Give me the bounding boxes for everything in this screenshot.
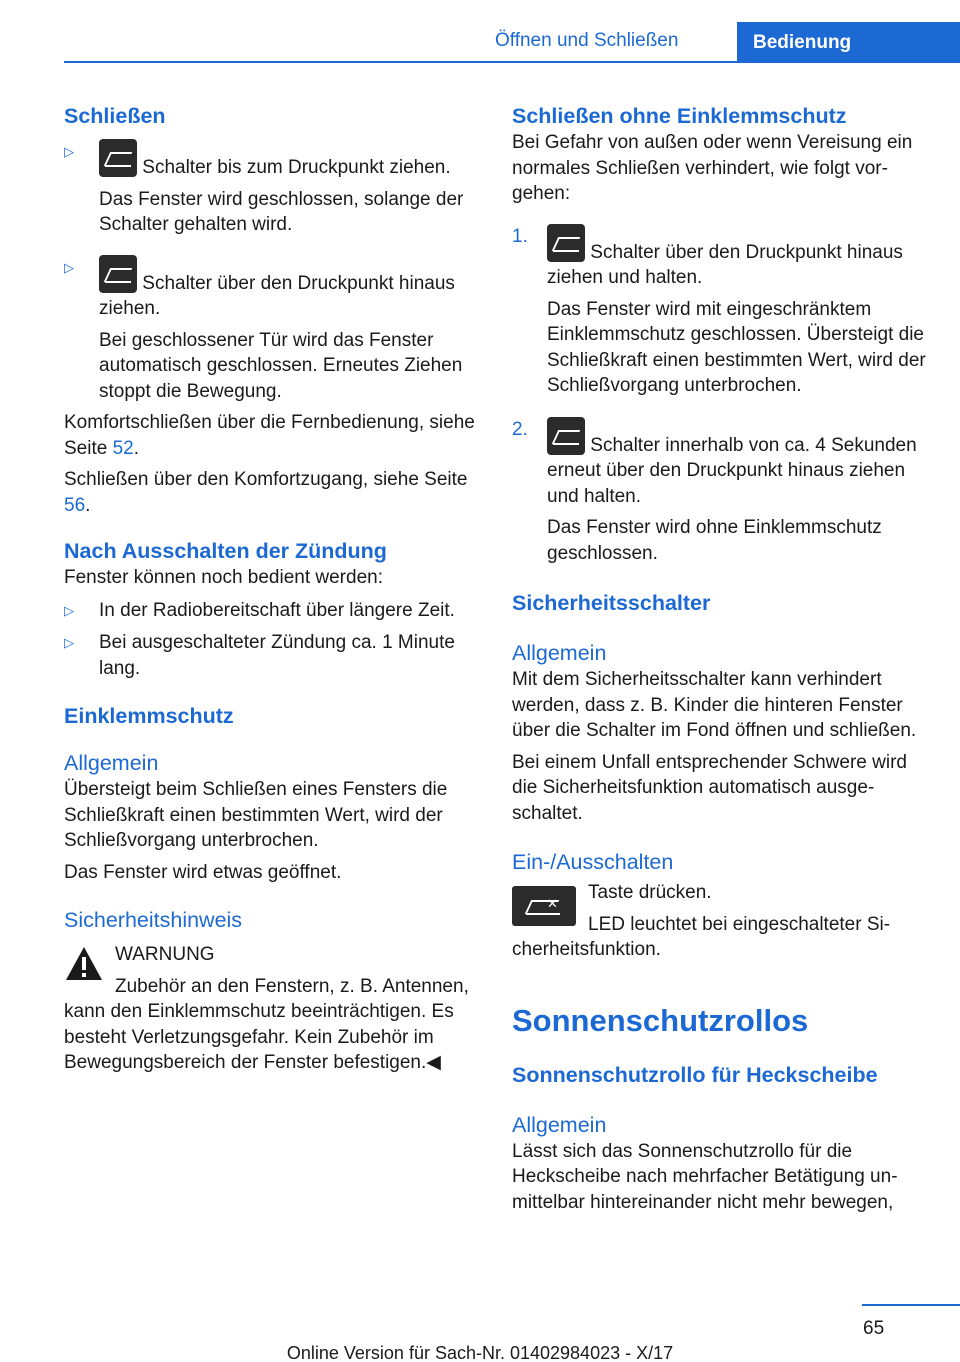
paragraph: Lässt sich das Sonnenschutzrollo für die Heckscheibe nach mehrfacher Betätigung unmittelbar hintereinander nicht mehr bewegen, [512,1140,898,1213]
paragraph: Komfortschließen über die Fernbedienung, siehe Seite 52. [64,412,475,459]
window-switch-icon [547,417,585,455]
window-switch-icon [99,139,137,177]
warning-block [64,942,482,1076]
subheading-allgemein: Allgemein [512,1112,607,1137]
step-text: Schalter innerhalb von ca. 4 Sekunden erneut über den Druckpunkt hinaus ziehen und halten. [547,434,917,507]
heading-sonnenschutzrollos: Sonnenschutzrollos [512,1002,809,1038]
triangle-bullet-icon: ▷ [64,602,74,618]
window-switch-icon [547,224,585,262]
subheading-ein-ausschalten: Ein-/Ausschalten [512,850,674,874]
page-number: 65 [863,1318,885,1339]
heading-heckscheibe: Sonnenschutzrollo für Heckscheibe [512,1062,878,1087]
page-link-56[interactable]: 56 [64,494,86,516]
paragraph: Fenster können noch bedient werden: [64,567,383,588]
subheading-allgemein: Allgemein [512,641,607,665]
list-item [64,255,482,405]
item-text: Schalter über den Druckpunkt hinaus ziehen. [99,272,455,319]
heading-sicherheitsschalter: Sicherheitsschalter [512,591,711,615]
footer-rule [862,1304,960,1306]
paragraph: LED leuchtet bei eingeschalteter Sicherheitsfunktion. [512,913,891,960]
heading-schliessen: Schließen [64,104,166,128]
step-detail: Das Fenster wird ohne Einklemmschutz geschlossen. [547,517,882,564]
subheading-allgemein: Allgemein [64,751,159,775]
list-item [64,598,482,624]
triangle-bullet-icon: ▷ [64,144,74,159]
window-switch-icon [99,255,137,293]
paragraph: Schließen über den Komfortzugang, siehe Seite 56. [64,469,468,516]
warning-label: WARNUNG [115,944,215,965]
right-column [512,103,930,1215]
subheading-sicherheitshinweis: Sicherheitshinweis [64,908,243,932]
paragraph: Das Fenster wird etwas geöffnet. [64,861,342,883]
left-column [64,103,482,1076]
warning-text: Zubehör an den Fenstern, z. B. Antennen, kann den Einklemmschutz beeinträchtigen. Es besteht Verletzungsgefahr. Kein Zubehör im Bewegungsbereich der Fenster befestigen.◀ [64,975,469,1073]
header-rule [64,61,960,63]
footer-text: Online Version für Sach-Nr. 01402984023 - X/17 [286,1343,674,1362]
list-item [64,139,482,238]
page-link-52[interactable]: 52 [112,437,134,459]
step-number: 1. [512,225,528,247]
lock-instruction [512,880,930,963]
item-text: Schalter bis zum Druckpunkt ziehen. [142,157,451,178]
paragraph: Bei einem Unfall entsprechender Schwere wird die Sicherheitsfunktion automatisch ausgeschaltet. [512,751,907,824]
paragraph: Übersteigt beim Schließen eines Fensters die Schließkraft einen bestimmten Wert, wird der Schließvorgang unterbrochen. [64,779,448,851]
list-item [64,630,482,681]
triangle-bullet-icon: ▷ [64,259,74,275]
step-text: Schalter über den Druckpunkt hinaus ziehen und halten. [547,241,903,288]
item-text: In der Radiobereitschaft über längere Zeit. [99,599,455,621]
heading-zuendung: Nach Ausschalten der Zündung [64,539,387,563]
numbered-step [512,224,930,399]
numbered-step [512,417,930,567]
step-number: 2. [512,418,528,440]
heading-ohne-einklemmschutz: Schließen ohne Einklemmschutz [512,104,847,128]
chapter-tab: Bedienung [737,22,960,62]
step-detail: Das Fenster wird mit eingeschränktem Einklemmschutz geschlossen. Übersteigt die Schließkraft einen bestimmten Wert, wird der Schließvorgang unterbrochen. [547,298,926,396]
triangle-bullet-icon: ▷ [64,635,74,650]
paragraph: Bei Gefahr von außen oder wenn Vereisung ein normales Schließen verhindert, wie folgt vorgehen: [512,132,913,204]
paragraph: Mit dem Sicherheitsschalter kann verhindert werden, dass z. B. Kinder die hinteren Fenster über die Schalter im Fond öffnen und schließen. [512,669,917,741]
item-detail: Das Fenster wird geschlossen, solange der Schalter gehalten wird. [99,188,464,235]
item-text: Bei ausgeschalteter Zündung ca. 1 Minute lang. [99,632,455,679]
warning-triangle-icon [64,945,104,982]
child-lock-button-icon: ✕ [512,886,576,926]
heading-einklemmschutz: Einklemmschutz [64,704,234,728]
paragraph: Taste drücken. [588,882,712,903]
section-title: Öffnen und Schließen [495,30,679,51]
item-detail: Bei geschlossener Tür wird das Fenster automatisch geschlossen. Erneutes Ziehen stoppt die Bewegung. [99,329,463,402]
page-header [0,0,960,62]
